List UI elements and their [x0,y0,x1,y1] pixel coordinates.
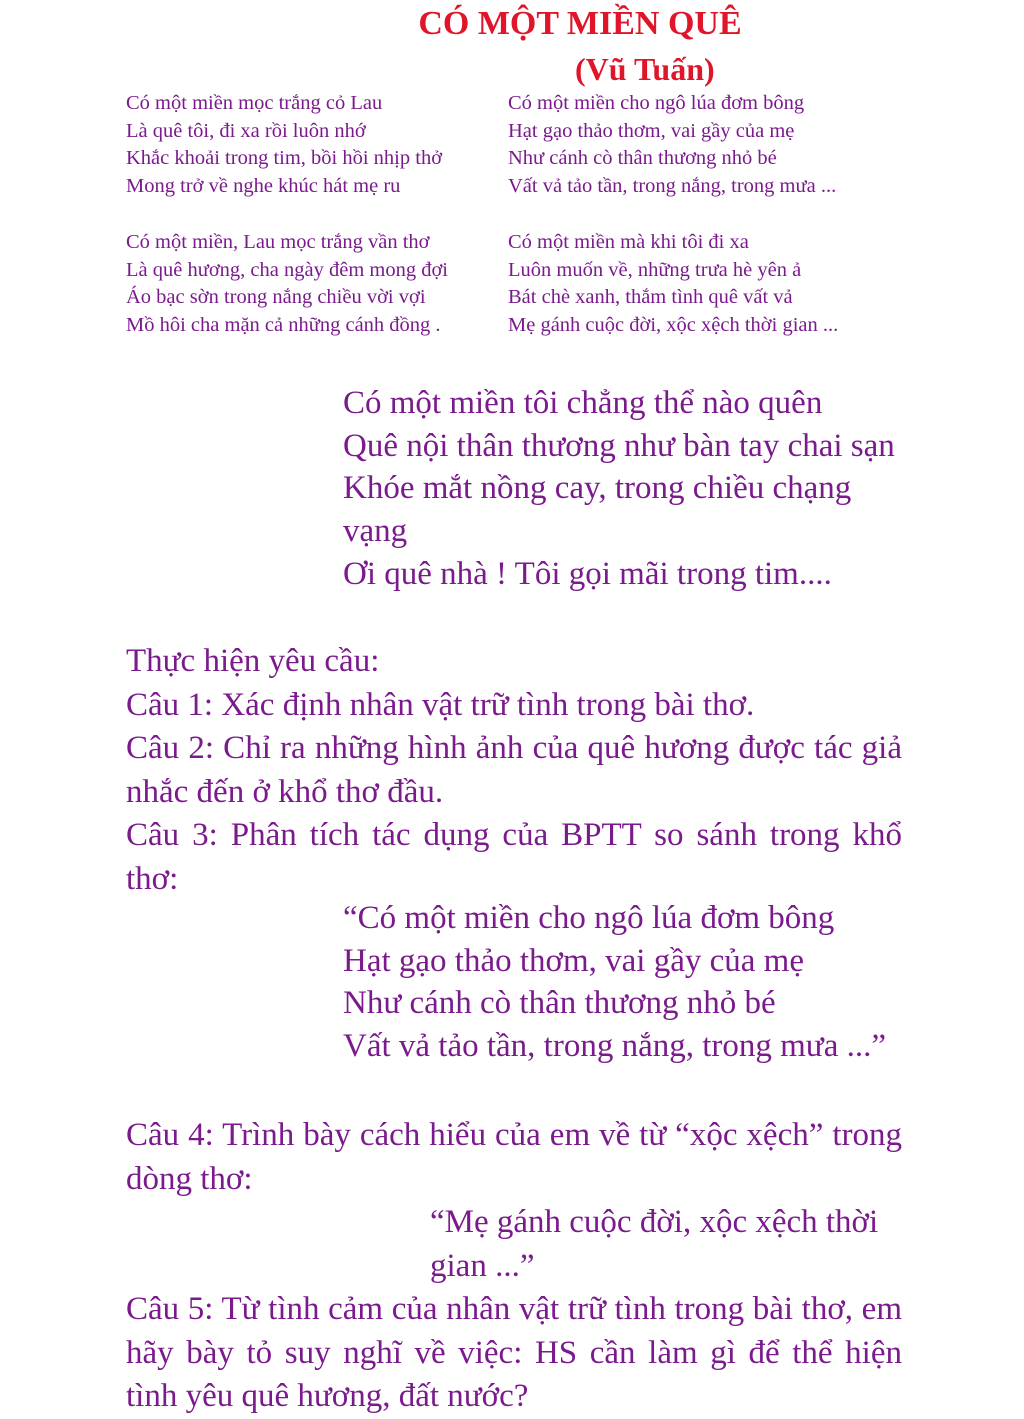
quote-line: “Có một miền cho ngô lúa đơm bông [343,900,835,936]
stanza-1-left [126,90,442,200]
poem-line: Khắc khoải trong tim, bồi hồi nhịp thở [126,147,443,169]
poem-title: CÓ MỘT MIỀN QUÊ [418,5,742,42]
question-5: Câu 5: Từ tình cảm của nhân vật trữ tình trong bài thơ, em hãy bày tỏ suy nghĩ về việc: HS cần làm gì để thể hiện tình yêu quê hương, đất nước? [126,1291,902,1414]
stanza-3 [343,382,913,596]
poem-line: Ơi quê nhà ! Tôi gọi mãi trong tim.... [343,555,832,592]
question-4: Câu 4: Trình bày cách hiểu của em về từ “xộc xệch” trong dòng thơ: [126,1117,902,1197]
poem-line: Luôn muốn về, những trưa hè yên ả [508,258,802,281]
poem-line: Vất vả tảo tần, trong nắng, trong mưa ... [508,174,837,197]
poem-line: Là quê tôi, đi xa rồi luôn nhớ [126,119,366,142]
question-1: Câu 1: Xác định nhân vật trữ tình trong bài thơ. [126,686,755,723]
quote-line: Hạt gạo thảo thơm, vai gầy của mẹ [343,942,804,979]
question-3-quote [343,897,913,1068]
quote-line: Vất vả tảo tần, trong nắng, trong mưa ...” [343,1028,886,1065]
poem-line: Có một miền tôi chẳng thể nào quên [343,385,823,421]
stanza-2-left [126,229,448,339]
poem-line: Bát chè xanh, thắm tình quê vất vả [508,286,793,308]
question-2: Câu 2: Chỉ ra những hình ảnh của quê hương được tác giả nhắc đến ở khổ thơ đầu. [126,730,902,810]
poem-line: Áo bạc sờn trong nắng chiều vời vợi [126,286,426,308]
poem-line: Mồ hôi cha mặn cả những cánh đồng . [126,313,441,336]
question-4-quote: “Mẹ gánh cuộc đời, xộc xệch thời gian ...” [430,1204,879,1284]
questions-part-1 [126,640,902,901]
poem-line: Khóe mắt nồng cay, trong chiều chạng vạng [343,470,852,550]
poem-line: Mẹ gánh cuộc đời, xộc xệch thời gian ... [508,313,839,336]
questions-part-2 [126,1114,902,1419]
stanza-1-right [508,90,836,200]
poem-line: Quê nội thân thương như bàn tay chai sạn [343,427,895,464]
poem-line: Có một miền mà khi tôi đi xa [508,231,749,253]
question-3: Câu 3: Phân tích tác dụng của BPTT so sánh trong khổ thơ: [126,817,902,897]
poem-line: Hạt gạo thảo thơm, vai gầy của mẹ [508,119,795,142]
poem-line: Có một miền, Lau mọc trắng vần thơ [126,231,430,253]
poem-line: Có một miền cho ngô lúa đơm bông [508,92,805,114]
quote-line: Như cánh cò thân thương nhỏ bé [343,985,776,1022]
stanza-2-right [508,229,838,339]
poem-author: (Vũ Tuấn) [575,51,715,87]
tasks-heading: Thực hiện yêu cầu: [126,643,380,679]
poem-line: Như cánh cò thân thương nhỏ bé [508,147,777,169]
poem-line: Là quê hương, cha ngày đêm mong đợi [126,258,448,281]
poem-line: Mong trở về nghe khúc hát mẹ ru [126,174,401,197]
poem-line: Có một miền mọc trắng cỏ Lau [126,92,383,114]
